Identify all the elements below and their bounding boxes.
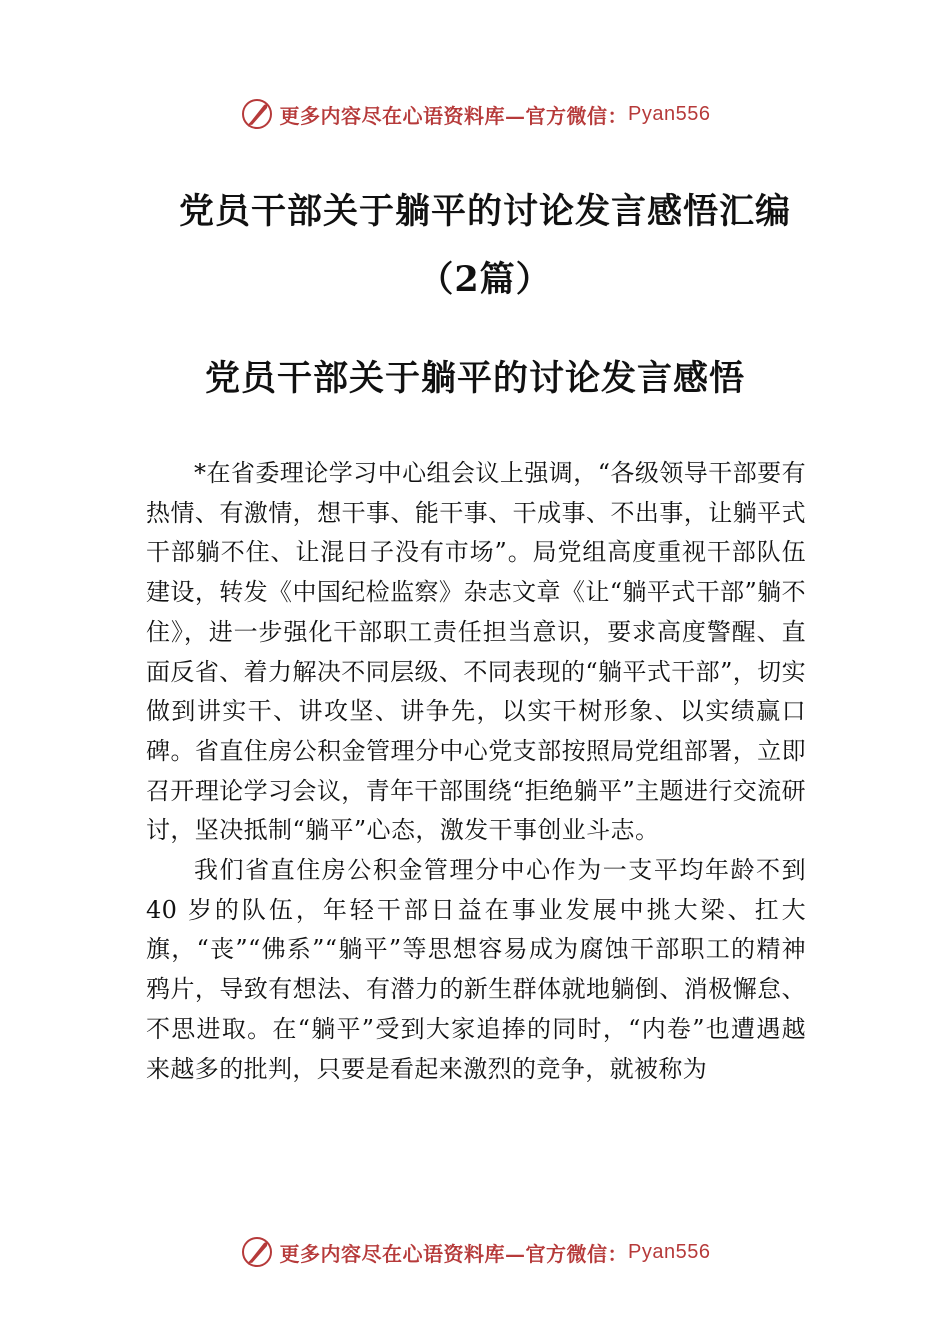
document-sub-title: 党员干部关于躺平的讨论发言感悟	[204, 358, 745, 399]
wechat-id: Pyan556	[628, 1240, 711, 1263]
feather-pen-logo-icon	[240, 1235, 274, 1269]
footer-watermark-banner	[0, 1232, 950, 1272]
wechat-id: Pyan556	[628, 102, 711, 125]
body-paragraph-1: *在省委理论学习中心组会议上强调，“各级领导干部要有热情、有激情，想干事、能干事、干成事、不出事，让躺平式干部躺不住、让混日子没有市场”。局党组高度重视干部队伍建设，转发《中国纪检监察》杂志文章《让“躺平式干部”躺不住》，进一步强化干部职工责任担当意识，要求高度警醒、直面反省、着力解决不同层级、不同表现的“躺平式干部”，切实做到讲实干、讲攻坚、讲争先，以实干树形象、以实绩赢口碑。省直住房公积金管理分中心党支部按照局党组部署，立即召开理论学习会议，青年干部围绕“拒绝躺平”主题进行交流研讨，坚决抵制“躺平”心态，激发干事创业斗志。	[146, 459, 806, 845]
banner-text: 更多内容尽在心语资料库—官方微信：	[279, 103, 629, 128]
document-body	[146, 454, 806, 1089]
body-paragraph-2: 我们省直住房公积金管理分中心作为一支平均年龄不到 40 岁的队伍，年轻干部日益在事业发展中挑大梁、扛大旗，“丧”“佛系”“躺平”等思想容易成为腐蚀干部职工的精神鸦片，导致有想法、有潜力的新生群体就地躺倒、消极懈怠、不思进取。在“躺平”受到大家追捧的同时，“内卷”也遭遇越来越多的批判，只要是看起来激烈的竞争，就被称为	[146, 856, 806, 1083]
banner-text: 更多内容尽在心语资料库—官方微信：	[279, 1241, 629, 1266]
feather-pen-logo-icon	[240, 97, 274, 131]
document-main-title: 党员干部关于躺平的讨论发言感悟汇编（2篇）	[178, 191, 791, 300]
header-watermark-banner	[0, 94, 950, 134]
